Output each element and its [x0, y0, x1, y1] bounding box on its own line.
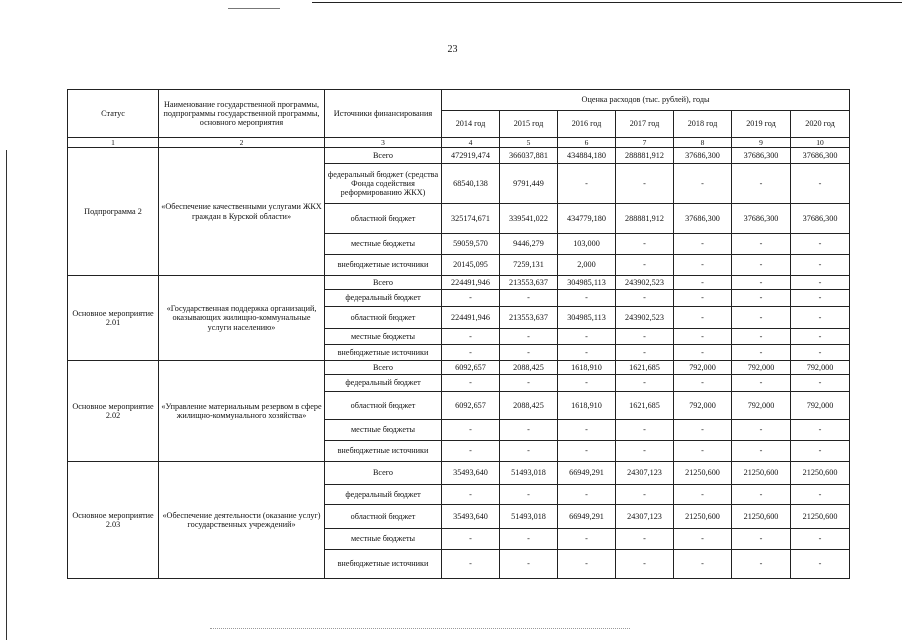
- expense-value-cell: -: [732, 485, 791, 505]
- expense-value-cell: -: [791, 375, 850, 392]
- table-row: [68, 148, 850, 164]
- expense-value-cell: -: [616, 550, 674, 579]
- expense-value-cell: -: [558, 441, 616, 462]
- column-number: 5: [500, 138, 558, 148]
- expense-value-cell: -: [674, 485, 732, 505]
- funding-source-cell: Всего: [325, 276, 442, 290]
- header-status: Статус: [68, 90, 159, 138]
- expense-value-cell: 9791,449: [500, 164, 558, 204]
- scan-artifact: [210, 628, 630, 629]
- expense-value-cell: 59059,570: [442, 234, 500, 255]
- expense-value-cell: -: [616, 290, 674, 307]
- expense-value-cell: 792,000: [791, 392, 850, 420]
- expense-value-cell: -: [500, 529, 558, 550]
- program-name-cell: «Управление материальным резервом в сфере жилищно-коммунального хозяйства»: [159, 361, 325, 462]
- column-number: 2: [159, 138, 325, 148]
- funding-source-cell: областной бюджет: [325, 204, 442, 234]
- expense-value-cell: -: [500, 290, 558, 307]
- expense-value-cell: -: [674, 375, 732, 392]
- page-number: 23: [447, 44, 458, 55]
- header-name: Наименование государственной программы, подпрограммы государственной программы, основного мероприятия: [159, 90, 325, 138]
- expense-value-cell: 304985,113: [558, 307, 616, 329]
- expense-value-cell: -: [732, 345, 791, 361]
- funding-source-cell: федеральный бюджет: [325, 375, 442, 392]
- funding-source-cell: Всего: [325, 462, 442, 485]
- expense-value-cell: -: [442, 529, 500, 550]
- column-number: 9: [732, 138, 791, 148]
- expense-value-cell: -: [791, 255, 850, 276]
- expense-value-cell: -: [616, 345, 674, 361]
- budget-table: [67, 89, 850, 579]
- expense-value-cell: -: [732, 290, 791, 307]
- expense-value-cell: 243902,523: [616, 276, 674, 290]
- expense-value-cell: 304985,113: [558, 276, 616, 290]
- expense-value-cell: -: [558, 290, 616, 307]
- expense-value-cell: -: [500, 485, 558, 505]
- column-number: 6: [558, 138, 616, 148]
- status-cell: Основное мероприятие 2.02: [68, 361, 159, 462]
- status-cell: Основное мероприятие 2.03: [68, 462, 159, 579]
- funding-source-cell: местные бюджеты: [325, 529, 442, 550]
- funding-source-cell: местные бюджеты: [325, 234, 442, 255]
- table-header: [68, 90, 850, 148]
- funding-source-cell: внебюджетные источники: [325, 255, 442, 276]
- expense-value-cell: -: [442, 550, 500, 579]
- funding-source-cell: федеральный бюджет: [325, 485, 442, 505]
- expense-value-cell: -: [558, 345, 616, 361]
- expense-value-cell: -: [616, 255, 674, 276]
- expense-value-cell: -: [732, 420, 791, 441]
- expense-value-cell: -: [791, 529, 850, 550]
- expense-value-cell: -: [558, 420, 616, 441]
- expense-value-cell: 66949,291: [558, 505, 616, 529]
- expense-value-cell: 37686,300: [791, 204, 850, 234]
- expense-value-cell: 434779,180: [558, 204, 616, 234]
- program-name-cell: «Обеспечение деятельности (оказание услуг) государственных учреждений»: [159, 462, 325, 579]
- expense-value-cell: 792,000: [732, 392, 791, 420]
- expense-value-cell: -: [732, 375, 791, 392]
- expense-value-cell: -: [558, 550, 616, 579]
- header-year: 2019 год: [732, 111, 791, 138]
- expense-value-cell: -: [616, 164, 674, 204]
- expense-value-cell: -: [558, 164, 616, 204]
- expense-value-cell: -: [674, 345, 732, 361]
- expense-value-cell: 21250,600: [732, 505, 791, 529]
- funding-source-cell: областной бюджет: [325, 307, 442, 329]
- expense-value-cell: 224491,946: [442, 276, 500, 290]
- expense-value-cell: 21250,600: [674, 505, 732, 529]
- expense-value-cell: -: [791, 550, 850, 579]
- expense-value-cell: -: [500, 550, 558, 579]
- expense-value-cell: 288881,912: [616, 148, 674, 164]
- column-number: 10: [791, 138, 850, 148]
- expense-value-cell: 243902,523: [616, 307, 674, 329]
- expense-value-cell: -: [616, 441, 674, 462]
- expense-value-cell: 792,000: [674, 361, 732, 375]
- expense-value-cell: -: [791, 290, 850, 307]
- expense-value-cell: -: [791, 420, 850, 441]
- expense-value-cell: -: [732, 329, 791, 345]
- header-sources: Источники финансирования: [325, 90, 442, 138]
- status-cell: Основное мероприятие 2.01: [68, 276, 159, 361]
- expense-value-cell: -: [442, 345, 500, 361]
- header-year: 2018 год: [674, 111, 732, 138]
- expense-value-cell: -: [674, 329, 732, 345]
- expense-value-cell: -: [732, 529, 791, 550]
- column-number-row: [68, 138, 850, 148]
- expense-value-cell: -: [500, 329, 558, 345]
- header-year: 2017 год: [616, 111, 674, 138]
- expense-value-cell: -: [791, 276, 850, 290]
- expense-value-cell: -: [558, 375, 616, 392]
- expense-value-cell: 224491,946: [442, 307, 500, 329]
- status-cell: Подпрограмма 2: [68, 148, 159, 276]
- expense-value-cell: -: [616, 234, 674, 255]
- expense-value-cell: -: [616, 529, 674, 550]
- expense-value-cell: 1618,910: [558, 392, 616, 420]
- expense-value-cell: -: [791, 441, 850, 462]
- expense-value-cell: -: [616, 420, 674, 441]
- expense-value-cell: -: [674, 255, 732, 276]
- table-row: [68, 276, 850, 290]
- funding-source-cell: Всего: [325, 361, 442, 375]
- expense-value-cell: 35493,640: [442, 462, 500, 485]
- expense-value-cell: -: [500, 375, 558, 392]
- expense-value-cell: -: [442, 441, 500, 462]
- expense-value-cell: 2088,425: [500, 361, 558, 375]
- expense-value-cell: 366037,881: [500, 148, 558, 164]
- expense-value-cell: -: [791, 307, 850, 329]
- expense-value-cell: 103,000: [558, 234, 616, 255]
- expense-value-cell: -: [791, 164, 850, 204]
- funding-source-cell: местные бюджеты: [325, 420, 442, 441]
- expense-value-cell: 325174,671: [442, 204, 500, 234]
- expense-value-cell: 51493,018: [500, 462, 558, 485]
- expense-value-cell: 1621,685: [616, 392, 674, 420]
- expense-value-cell: -: [674, 164, 732, 204]
- table-row: [68, 361, 850, 375]
- expense-value-cell: 66949,291: [558, 462, 616, 485]
- expense-value-cell: 37686,300: [674, 148, 732, 164]
- expense-value-cell: -: [791, 329, 850, 345]
- top-rule: [312, 2, 902, 3]
- funding-source-cell: местные бюджеты: [325, 329, 442, 345]
- expense-value-cell: -: [732, 550, 791, 579]
- expense-value-cell: 9446,279: [500, 234, 558, 255]
- expense-value-cell: -: [791, 345, 850, 361]
- expense-value-cell: 20145,095: [442, 255, 500, 276]
- expense-value-cell: 213553,637: [500, 307, 558, 329]
- expense-value-cell: -: [616, 375, 674, 392]
- expense-value-cell: -: [674, 550, 732, 579]
- funding-source-cell: Всего: [325, 148, 442, 164]
- header-year: 2020 год: [791, 111, 850, 138]
- table-body: [68, 148, 850, 579]
- program-name-cell: «Государственная поддержка организаций, оказывающих жилищно-коммунальные услуги населению»: [159, 276, 325, 361]
- expense-value-cell: -: [674, 234, 732, 255]
- expense-value-cell: -: [616, 329, 674, 345]
- expense-value-cell: 6092,657: [442, 361, 500, 375]
- expense-value-cell: 51493,018: [500, 505, 558, 529]
- expense-value-cell: -: [442, 375, 500, 392]
- header-expenses: Оценка расходов (тыс. рублей), годы: [442, 90, 850, 111]
- funding-source-cell: областной бюджет: [325, 392, 442, 420]
- expense-value-cell: -: [442, 290, 500, 307]
- expense-value-cell: -: [500, 420, 558, 441]
- expense-value-cell: -: [674, 307, 732, 329]
- expense-value-cell: 7259,131: [500, 255, 558, 276]
- table-row: [68, 462, 850, 485]
- header-year: 2015 год: [500, 111, 558, 138]
- expense-value-cell: 24307,123: [616, 462, 674, 485]
- expense-value-cell: -: [616, 485, 674, 505]
- expense-value-cell: -: [674, 529, 732, 550]
- expense-value-cell: -: [674, 441, 732, 462]
- expense-value-cell: 339541,022: [500, 204, 558, 234]
- expense-value-cell: 21250,600: [674, 462, 732, 485]
- expense-value-cell: 6092,657: [442, 392, 500, 420]
- header-year: 2016 год: [558, 111, 616, 138]
- expense-value-cell: 2,000: [558, 255, 616, 276]
- expense-value-cell: 37686,300: [732, 148, 791, 164]
- expense-value-cell: -: [791, 485, 850, 505]
- program-name-cell: «Обеспечение качественными услугами ЖКХ граждан в Курской области»: [159, 148, 325, 276]
- expense-value-cell: -: [558, 529, 616, 550]
- expense-value-cell: 288881,912: [616, 204, 674, 234]
- column-number: 8: [674, 138, 732, 148]
- expense-value-cell: -: [674, 420, 732, 441]
- expense-value-cell: -: [442, 485, 500, 505]
- funding-source-cell: внебюджетные источники: [325, 441, 442, 462]
- column-number: 3: [325, 138, 442, 148]
- expense-value-cell: -: [674, 290, 732, 307]
- expense-value-cell: -: [732, 307, 791, 329]
- expense-value-cell: 434884,180: [558, 148, 616, 164]
- page-left-edge: [6, 150, 7, 640]
- expense-value-cell: 472919,474: [442, 148, 500, 164]
- header-year: 2014 год: [442, 111, 500, 138]
- expense-value-cell: 37686,300: [732, 204, 791, 234]
- expense-value-cell: 792,000: [732, 361, 791, 375]
- column-number: 1: [68, 138, 159, 148]
- expense-value-cell: 2088,425: [500, 392, 558, 420]
- expense-value-cell: 37686,300: [791, 148, 850, 164]
- expense-value-cell: -: [442, 329, 500, 345]
- header-row: [68, 90, 850, 111]
- funding-source-cell: внебюджетные источники: [325, 345, 442, 361]
- expense-value-cell: -: [558, 485, 616, 505]
- funding-source-cell: областной бюджет: [325, 505, 442, 529]
- expense-value-cell: -: [442, 420, 500, 441]
- expense-value-cell: 213553,637: [500, 276, 558, 290]
- column-number: 4: [442, 138, 500, 148]
- expense-value-cell: 792,000: [674, 392, 732, 420]
- funding-source-cell: внебюджетные источники: [325, 550, 442, 579]
- expense-value-cell: -: [558, 329, 616, 345]
- expense-value-cell: 792,000: [791, 361, 850, 375]
- expense-value-cell: 21250,600: [732, 462, 791, 485]
- top-rule-short: [228, 8, 280, 9]
- expense-value-cell: -: [732, 255, 791, 276]
- funding-source-cell: федеральный бюджет: [325, 290, 442, 307]
- expense-value-cell: -: [732, 234, 791, 255]
- expense-value-cell: -: [674, 276, 732, 290]
- expense-value-cell: 37686,300: [674, 204, 732, 234]
- expense-value-cell: 1618,910: [558, 361, 616, 375]
- expense-value-cell: 1621,685: [616, 361, 674, 375]
- expense-value-cell: -: [500, 441, 558, 462]
- expense-value-cell: 35493,640: [442, 505, 500, 529]
- expense-value-cell: 24307,123: [616, 505, 674, 529]
- funding-source-cell: федеральный бюджет (средства Фонда содействия реформированию ЖКХ): [325, 164, 442, 204]
- expense-value-cell: 21250,600: [791, 462, 850, 485]
- expense-value-cell: -: [791, 234, 850, 255]
- column-number: 7: [616, 138, 674, 148]
- expense-value-cell: 21250,600: [791, 505, 850, 529]
- expense-value-cell: -: [732, 276, 791, 290]
- expense-value-cell: -: [732, 164, 791, 204]
- expense-value-cell: -: [732, 441, 791, 462]
- expense-value-cell: -: [500, 345, 558, 361]
- expense-value-cell: 68540,138: [442, 164, 500, 204]
